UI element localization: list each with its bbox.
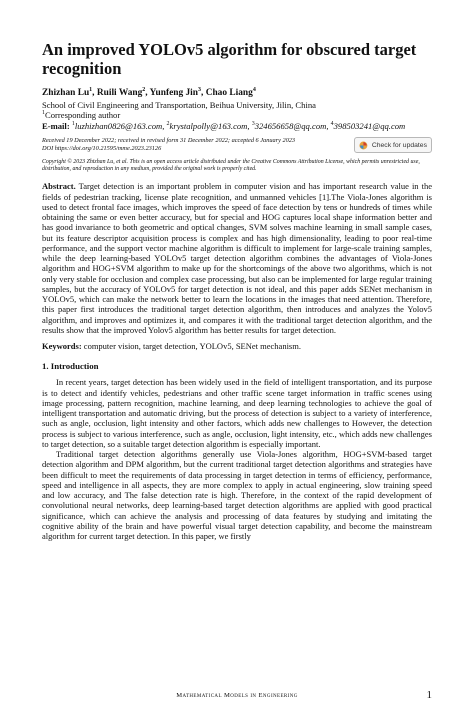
affiliation: School of Civil Engineering and Transportation, Beihua University, Jilin, China [42,99,316,110]
email-sup: 3 [251,120,255,127]
author-sup: 3 [198,86,201,93]
email-sup: 1 [71,120,75,127]
email-address[interactable]: 398503241@qq.com [333,120,406,131]
doi-link[interactable]: DOI https://doi.org/10.21595/mme.2023.23126 [42,144,162,152]
submission-info [42,137,432,157]
abstract-text: Target detection is an important problem in computer vision and has important research value in the fields of pedestrian tracking, license plate recognition, and unmanned vehicles [1].The Viola-Jones algorithm is used to detect frontal face images, which improves the speed of face detection by tens or hundreds of times while obtaining the same or even better accuracy, but for special and HOG captures local shape information better and has good invariance to both geometric and optical changes, SVM solves machine learning in small sample cases, but its feature descriptor acquisition process is complex and has high dimensionality, leading to poor real-time performance, and the support vector machine algorithm is difficult to implement for large-scale training samples, while the deep learning-based YOLOv5 target detection algorithm combines the advantages of Viola-Jones algorithm and HOG+SVM algorithm to make up for the shortcomings of the above two algorithms, which is not only very stable for occlusion and complex case processing, but also can be implemented for large regular training samples, but the accuracy of YOLOv5 for target detection is not ideal, and this paper adds SENet mechanism in YOLOv5, which can make the network better to learn the locations in the images that need attention. Therefore, this paper first introduces the traditional target detection algorithm, then introduces and analyzes the Yolov5 algorithm, and improves and optimizes it, and compares it with the traditional target detection algorithm, and the results show that the improved Yolov5 algorithm has better results for target detection. [42,181,432,335]
corresponding-sup: 1 [42,110,45,117]
email-address[interactable]: luzhizhan0826@163.com [74,120,163,131]
author-list: Zhizhan Lu$^1$, Ruili Wang$^2$, Yunfeng Jin$^3$, Chao Liang$^4$ [42,86,256,98]
section-heading: 1. Introduction [42,361,99,372]
corresponding-label: Corresponding author [45,110,121,120]
corresponding-note [42,110,432,121]
email-address[interactable]: 324656658@qq.com [254,120,327,131]
keywords-label: Keywords: [42,341,82,352]
paper-title: An improved YOLOv5 algorithm for obscured target recognition [42,40,417,78]
email-sup: 4 [330,120,334,127]
keywords [42,341,432,351]
check-updates-label: Check for updates [371,141,427,149]
email-address[interactable]: krystalpolly@163.com [169,120,248,131]
body-paragraph: In recent years, target detection has been widely used in the field of intelligent transportation, and its purpose is to detect and identify vehicles, pedestrians and other traffic scene target information in traffic scenes using image processing, pattern recognition, machine learning, and deep learning technologies to achieve the goal of intelligent transportation and automatic driving, but the process of detection is subject to a variety of interference, such as angle, occlusion, light intensity and other factors, which adds new challenges to However, the detection process is subject to various interference, such as angle, occlusion, light intensity, etc., which adds new challenges to target detection, so a suitable target detection algorithm is especially important. [42,377,432,449]
email-line: E-mail: $^1$luzhizhan0826@163.com, $^2$krystalpolly@163.com, $^3$324656658@qq.com, $^4$398503241@qq.com [42,120,406,131]
copyright-notice: Copyright © 2023 Zhizhan Lu, et al. This is an open access article distributed under the Creative Commons Attribution License, which permits unrestricted use, distribution, and reproduction in any medium, provided the original work is properly cited. [42,159,420,173]
check-updates-icon [359,141,368,150]
author-name: Yunfeng Jin [149,88,198,98]
author-sup: 4 [252,86,256,93]
page-footer [0,689,474,703]
abstract [42,181,432,335]
journal-name: Mathematical Models in Engineering [176,692,298,699]
body-paragraph: Traditional target detection algorithms generally use Viola-Jones algorithm, HOG+SVM-based target detection algorithm and DPM algorithm, but the current traditional target detection algorithms and strategies have been difficult to meet the requirements of data processing in target detection in terms of efficiency, performance, speed and intelligence in all aspects, they are more complex to apply in actual engineering, slow training speed and low accuracy, and The false detection rate is high. Therefore, in the context of the rapid development of convolutional neural networks, deep learning-based target detection algorithms are applied with good practical significance, which can achieve the analysis and processing of data features by studying and imitating the cognitive ability of the brain and have powerful visual target detection capability, and become the mainstream algorithm for current target detection. In this paper, we firstly [42,449,432,542]
email-sup: 2 [166,120,170,127]
keywords-text: computer vision, target detection, YOLOv5, SENet mechanism. [83,341,301,352]
author-sup: 2 [142,86,146,93]
check-for-updates-button[interactable] [354,137,432,153]
abstract-label: Abstract. [42,181,76,192]
author-name: Chao Liang [205,88,253,98]
email-label: E-mail: [42,120,70,131]
page-number: 1 [426,689,432,701]
author-sup: 1 [89,86,93,93]
author-name: Zhizhan Lu [42,88,90,98]
received-dates: Received 19 December 2022; received in revised form 31 December 2022; accepted 6 January 2023 [42,137,296,144]
author-name: Ruili Wang [96,88,143,98]
